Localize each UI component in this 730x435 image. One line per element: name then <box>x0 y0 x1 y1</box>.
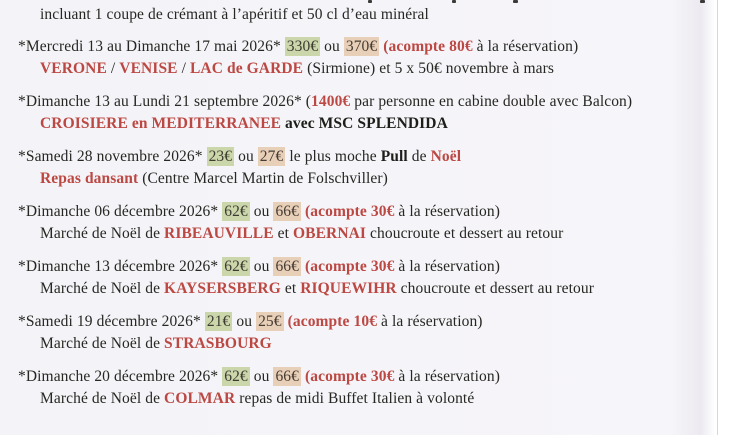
text-line <box>0 333 716 355</box>
text-segment: ou <box>320 38 344 55</box>
red-emphasis-text: 1400€ <box>311 93 351 110</box>
text-segment: Marché de Noël de <box>40 225 165 242</box>
text-line <box>0 58 716 80</box>
text-line <box>0 201 716 223</box>
price-highlight-green: 330€ <box>286 38 319 55</box>
text-segment: de <box>407 148 431 165</box>
text-segment: choucroute et dessert au retour <box>366 225 564 242</box>
red-emphasis-text: KAYSERSBERG <box>164 280 281 297</box>
text-line <box>0 91 716 113</box>
text-segment: ou <box>249 258 274 275</box>
text-segment: ou <box>234 148 258 165</box>
red-emphasis-text: OBERNAI <box>293 225 367 242</box>
price-highlight-tan: 25€ <box>258 313 282 330</box>
red-emphasis-text: (acompte 30€ <box>305 368 395 385</box>
red-emphasis-text: CROISIERE en MEDITERRANEE <box>40 115 282 132</box>
price-highlight-tan: 66€ <box>275 258 300 275</box>
price-highlight-tan: 66€ <box>275 368 300 385</box>
red-emphasis-text: (acompte 30€ <box>305 203 395 220</box>
red-emphasis-text: VENISE <box>119 60 178 77</box>
text-segment: ou <box>249 203 274 220</box>
text-segment: à la réservation) <box>377 313 483 330</box>
text-segment: incluant 1 coupe de crémant à l’apéritif et 50 cl d’eau minéral <box>40 6 429 23</box>
text-line <box>0 256 716 278</box>
red-emphasis-text: Noël <box>430 148 462 165</box>
red-emphasis-text: (acompte 10€ <box>287 313 378 330</box>
text-segment: / <box>177 60 190 77</box>
price-highlight-green: 62€ <box>224 203 248 220</box>
text-segment: repas de midi Buffet Italien à volonté <box>235 390 475 407</box>
text-line <box>0 4 716 26</box>
text-segment: *Mercredi 13 au Dimanche 17 mai 2026* <box>18 38 285 55</box>
text-segment: et <box>280 280 301 297</box>
text-segment: ou <box>232 313 257 330</box>
red-emphasis-text: LAC de GARDE <box>189 60 304 77</box>
bold-text: Pull <box>380 148 408 165</box>
text-segment: choucroute et dessert au retour <box>396 280 595 297</box>
text-segment: à la réservation) <box>394 368 500 385</box>
text-segment: Marché de Noël de <box>40 280 165 297</box>
bold-text: avec MSC SPLENDIDA <box>281 115 448 132</box>
text-segment: (Centre Marcel Martin de Folschviller) <box>138 170 388 187</box>
text-line <box>0 168 716 190</box>
text-segment: *Samedi 19 décembre 2026* <box>18 313 205 330</box>
text-segment: *Dimanche 13 au Lundi 21 septembre 2026* ( <box>18 93 312 110</box>
text-segment: / <box>106 60 120 77</box>
red-emphasis-text: COLMAR <box>164 390 236 407</box>
text-segment: *Dimanche 13 décembre 2026* <box>18 258 223 275</box>
price-highlight-green: 62€ <box>224 258 248 275</box>
price-highlight-green: 23€ <box>208 148 233 165</box>
price-highlight-green: 62€ <box>224 368 248 385</box>
price-highlight-tan: 370€ <box>345 38 378 55</box>
text-segment: *Dimanche 20 décembre 2026* <box>18 368 223 385</box>
text-line <box>0 146 716 168</box>
red-emphasis-text: (acompte 30€ <box>305 258 395 275</box>
text-segment: à la réservation) <box>472 38 579 55</box>
text-line <box>0 278 716 300</box>
text-segment: Marché de Noël de <box>40 335 165 352</box>
red-emphasis-text: VERONE <box>40 60 107 77</box>
red-emphasis-text: STRASBOURG <box>164 335 272 352</box>
price-highlight-tan: 66€ <box>275 203 300 220</box>
text-segment: à la réservation) <box>394 203 500 220</box>
text-segment: le plus moche <box>285 148 381 165</box>
text-segment: ou <box>249 368 274 385</box>
red-emphasis-text: RIQUEWIHR <box>300 280 397 297</box>
price-highlight-green: 21€ <box>206 313 231 330</box>
red-emphasis-text: (acompte 80€ <box>383 38 473 55</box>
text-segment: Marché de Noël de <box>40 390 165 407</box>
scan-paper-edge <box>717 0 718 435</box>
text-line <box>0 311 716 333</box>
text-line <box>0 113 716 135</box>
text-segment: à la réservation) <box>394 258 500 275</box>
text-segment: et <box>273 225 294 242</box>
text-line <box>0 366 716 388</box>
text-line <box>0 223 716 245</box>
text-line <box>0 388 716 410</box>
price-highlight-tan: 27€ <box>259 148 284 165</box>
red-emphasis-text: RIBEAUVILLE <box>164 225 274 242</box>
text-segment: *Samedi 28 novembre 2026* <box>18 148 207 165</box>
red-emphasis-text: Repas dansant <box>40 170 139 187</box>
text-segment: (Sirmione) et 5 x 50€ novembre à mars <box>303 60 555 77</box>
text-line <box>0 36 716 58</box>
text-segment: *Dimanche 06 décembre 2026* <box>18 203 223 220</box>
text-segment: par personne en cabine double avec Balcon) <box>350 93 633 110</box>
